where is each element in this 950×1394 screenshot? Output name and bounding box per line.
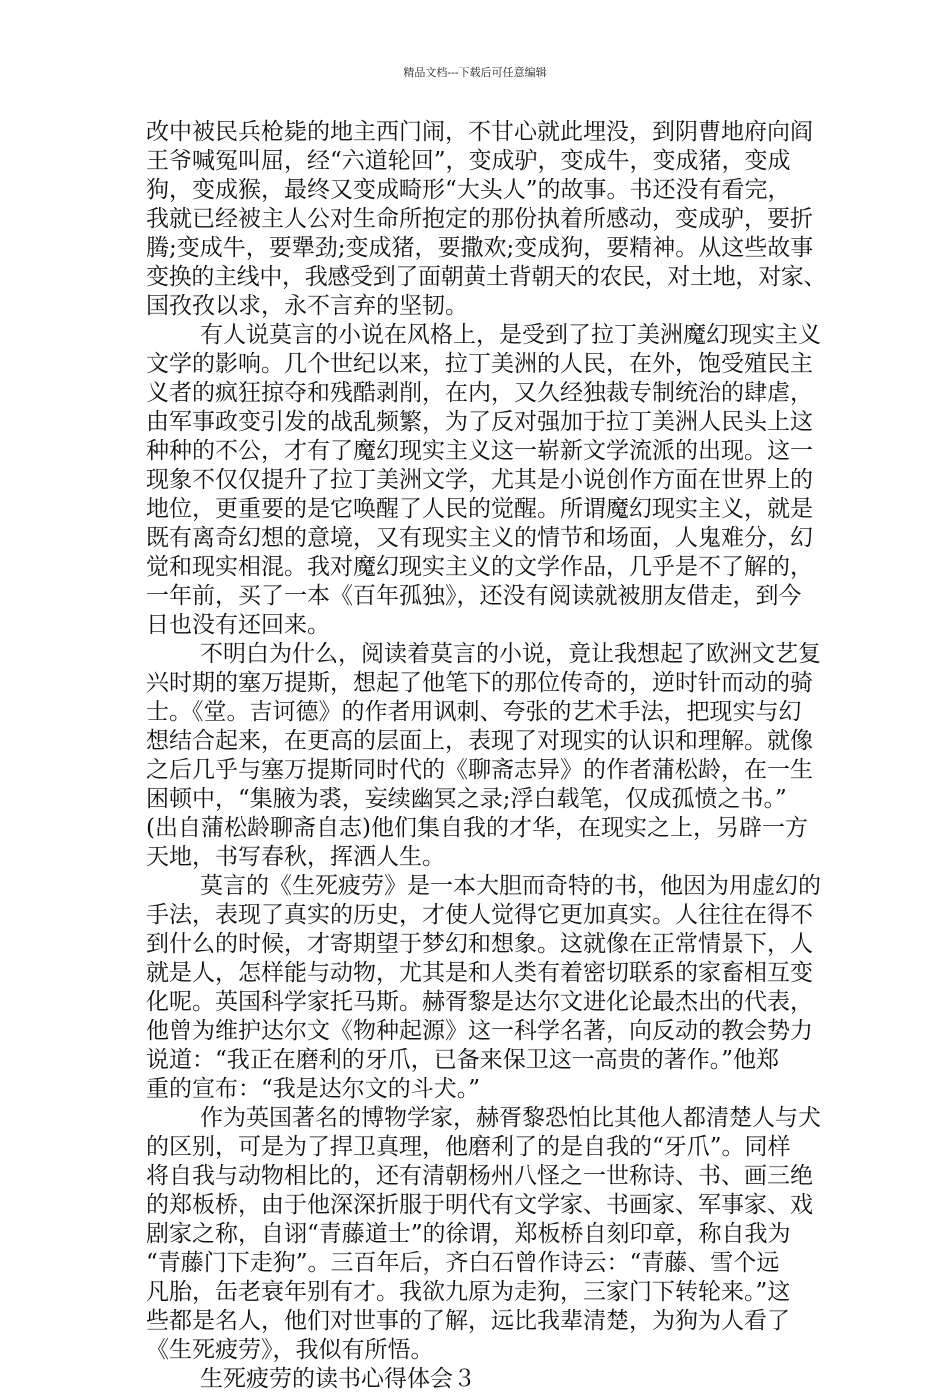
text-line: 重的宣布：“我是达尔文的斗犬。” [146, 1076, 481, 1102]
text-line: 的区别，可是为了捍卫真理，他磨利了的是自我的“牙爪”。同样 [146, 1134, 791, 1160]
text-line: 国孜孜以求，永不言弃的坚韧。 [146, 293, 468, 319]
text-line: 些都是名人，他们对世事的了解，远比我辈清楚，为狗为人看了 [146, 1308, 790, 1334]
text-line: 义者的疯狂掠夺和残酷剥削，在内，又久经独裁专制统治的肆虐， [146, 380, 813, 406]
text-line: 的郑板桥，由于他深深折服于明代有文学家、书画家、军事家、戏 [146, 1192, 813, 1218]
text-line: 种种的不公，才有了魔幻现实主义这一崭新文学流派的出现。这一 [146, 438, 813, 464]
text-line: 变换的主线中，我感受到了面朝黄土背朝天的农民，对土地，对家、 [146, 264, 827, 290]
text-line: 剧家之称，自诩“青藤道士”的徐谓，郑板桥自刻印章，称自我为 [146, 1221, 791, 1247]
text-line: “青藤门下走狗”。三百年后，齐白石曾作诗云：“青藤、雪个远 [146, 1250, 780, 1276]
text-line: 日也没有还回来。 [146, 612, 330, 638]
text-line: 莫言的《生死疲劳》是一本大胆而奇特的书，他因为用虚幻的 [200, 873, 821, 899]
text-line: 生死疲劳的读书心得体会３ [200, 1366, 476, 1392]
text-line: 天地，书写春秋，挥洒人生。 [146, 844, 445, 870]
text-line: 既有离奇幻想的意境，又有现实主义的情节和场面，人鬼难分，幻 [146, 525, 813, 551]
text-line: 改中被民兵枪毙的地主西门闹，不甘心就此埋没，到阴曹地府向阎 [146, 119, 813, 145]
text-line: 王爷喊冤叫屈，经“六道轮回”，变成驴，变成牛，变成猪，变成 [146, 148, 791, 174]
text-line: 就是人，怎样能与动物，尤其是和人类有着密切联系的家畜相互变 [146, 960, 813, 986]
text-line: 困顿中，“集腋为裘，妄续幽冥之录;浮白载笔，仅成孤愤之书。” [146, 786, 787, 812]
text-line: 觉和现实相混。我对魔幻现实主义的文学作品，几乎是不了解的， [146, 554, 813, 580]
text-line: 化呢。英国科学家托马斯。赫胥黎是达尔文进化论最杰出的代表， [146, 989, 813, 1015]
text-line: 狗，变成猴，最终又变成畸形“大头人”的故事。书还没有看完， [146, 177, 791, 203]
text-line: 兴时期的塞万提斯，想起了他笔下的那位传奇的，逆时针而动的骑 [146, 670, 813, 696]
text-line: 《生死疲劳》，我似有所悟。 [146, 1337, 434, 1363]
text-line: 地位，更重要的是它唤醒了人民的觉醒。所谓魔幻现实主义，就是 [146, 496, 813, 522]
text-line: (出自蒲松龄聊斋自志)他们集自我的才华，在现实之上，另辟一方 [146, 815, 808, 841]
page-header: 精品文档---下载后可任意编辑 [403, 66, 547, 79]
text-line: 一年前，买了一本《百年孤独》，还没有阅读就被朋友借走，到今 [146, 583, 802, 609]
text-line: 由军事政变引发的战乱频繁，为了反对强加于拉丁美洲人民头上这 [146, 409, 813, 435]
text-line: 之后几乎与塞万提斯同时代的《聊斋志异》的作者蒲松龄，在一生 [146, 757, 813, 783]
text-line: 文学的影响。几个世纪以来，拉丁美洲的人民，在外，饱受殖民主 [146, 351, 813, 377]
text-line: 将自我与动物相比的，还有清朝杨州八怪之一世称诗、书、画三绝 [146, 1163, 813, 1189]
text-line: 我就已经被主人公对生命所抱定的那份执着所感动，变成驴，要折 [146, 206, 813, 232]
text-line: 凡胎，缶老衰年别有才。我欲九原为走狗，三家门下转轮来。”这 [146, 1279, 791, 1305]
text-line: 想结合起来，在更高的层面上，表现了对现实的认识和理解。就像 [146, 728, 813, 754]
text-line: 有人说莫言的小说在风格上，是受到了拉丁美洲魔幻现实主义 [200, 322, 821, 348]
text-line: 腾;变成牛，要犟劲;变成猪，要撒欢;变成狗，要精神。从这些故事 [146, 235, 814, 261]
text-line: 到什么的时候，才寄期望于梦幻和想象。这就像在正常情景下，人 [146, 931, 813, 957]
body-text [146, 118, 826, 1394]
text-line: 手法，表现了真实的历史，才使人觉得它更加真实。人往往在得不 [146, 902, 813, 928]
text-line: 说道：“我正在磨利的牙爪，已备来保卫这一高贵的著作。”他郑 [146, 1047, 780, 1073]
text-line: 士。《堂。吉诃德》的作者用讽刺、夸张的艺术手法，把现实与幻 [146, 699, 802, 725]
text-line: 他曾为维护达尔文《物种起源》这一科学名著，向反动的教会势力 [146, 1018, 813, 1044]
text-line: 作为英国著名的博物学家，赫胥黎恐怕比其他人都清楚人与犬 [200, 1105, 821, 1131]
text-line: 现象不仅仅提升了拉丁美洲文学，尤其是小说创作方面在世界上的 [146, 467, 813, 493]
text-line: 不明白为什么，阅读着莫言的小说，竟让我想起了欧洲文艺复 [200, 641, 821, 667]
